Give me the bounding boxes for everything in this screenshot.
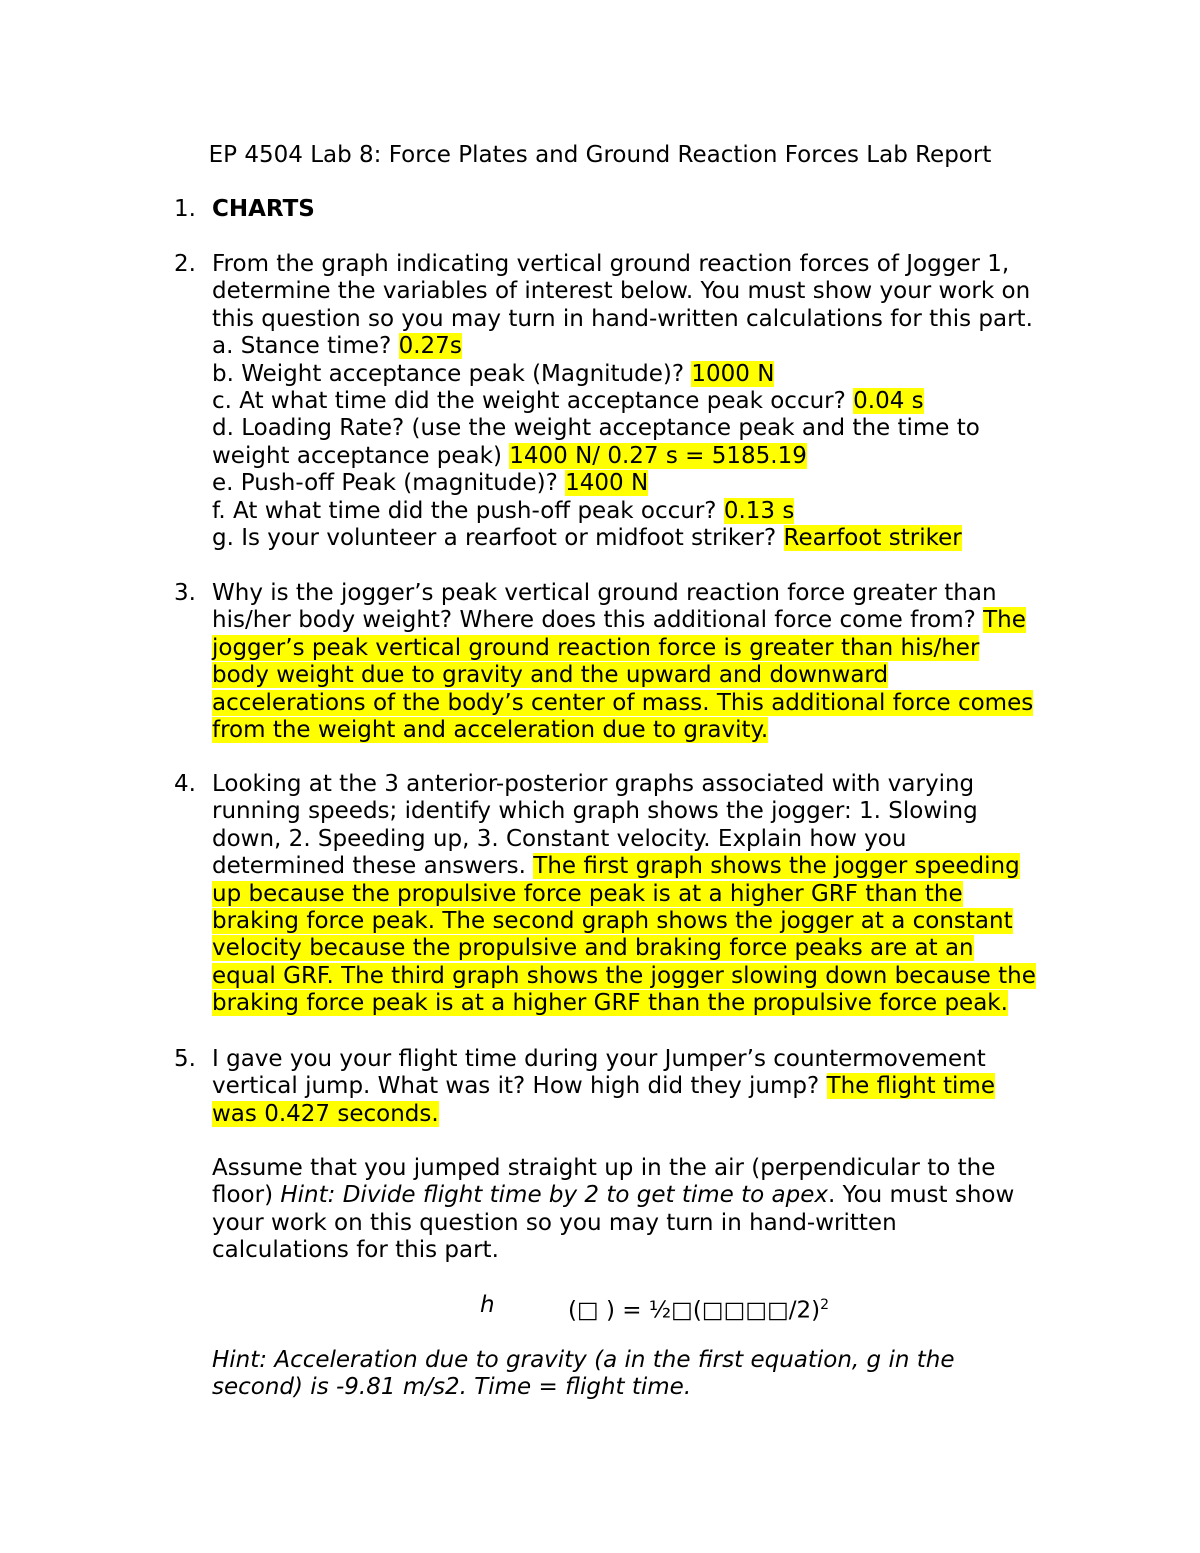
sub-question-d: d. Loading Rate? (use the weight acceptance peak and the time to <box>212 415 980 442</box>
highlighted-answer: 1400 N/ 0.27 s = 5185.19 <box>509 442 807 469</box>
answer-line <box>212 635 1072 662</box>
question-text-line <box>212 1073 1072 1100</box>
paragraph-line: calculations for this part. <box>212 1237 499 1264</box>
question-text-line: From the graph indicating vertical ground reaction forces of Jogger 1, <box>212 251 1010 277</box>
question-text-line: I gave you your flight time during your Jumper’s countermovement <box>212 1046 986 1072</box>
highlighted-answer: 0.27s <box>398 333 462 360</box>
formula-exponent: 2 <box>820 1297 830 1313</box>
question-number: 4. <box>174 771 196 797</box>
sub-question-text: weight acceptance peak) <box>212 442 510 469</box>
sub-question-text: c. At what time did the weight acceptance peak occur? <box>212 388 854 415</box>
highlighted-answer: velocity because the propulsive and braking force peaks are at an <box>212 935 974 962</box>
question-number: 3. <box>174 580 196 606</box>
answer-line <box>212 690 1072 717</box>
sub-question-text: a. Stance time? <box>212 333 399 360</box>
highlighted-answer: accelerations of the body’s center of mass. This additional force comes <box>212 689 1034 716</box>
paragraph-line <box>212 1182 1092 1209</box>
sub-question-text: e. Push-off Peak (magnitude)? <box>212 470 566 497</box>
highlighted-answer: 0.13 s <box>723 497 795 524</box>
sub-question-text: f. At what time did the push-off peak occur? <box>212 497 724 524</box>
answer-line <box>212 990 1072 1017</box>
sub-question-c <box>212 388 1072 415</box>
question-4 <box>174 771 1072 1018</box>
sub-question-g <box>212 525 1072 552</box>
answer-line <box>212 908 1072 935</box>
question-text-line: running speeds; identify which graph shows the jogger: 1. Slowing <box>212 798 978 825</box>
answer-line <box>212 881 1072 908</box>
paragraph-text: . You must show <box>827 1182 1015 1209</box>
question-text-line <box>212 607 1072 634</box>
highlighted-answer: braking force peak is at a higher GRF than the propulsive force peak. <box>212 990 1008 1017</box>
assumption-paragraph <box>212 1155 1092 1265</box>
highlighted-answer: The flight time <box>826 1073 995 1100</box>
answer-line <box>212 935 1072 962</box>
question-number: 5. <box>174 1046 196 1072</box>
question-text: his/her body weight? Where does this additional force come from? <box>212 607 984 634</box>
sub-question-text: b. Weight acceptance peak (Magnitude)? <box>212 360 692 387</box>
highlighted-answer: up because the propulsive force peak is at a higher GRF than the <box>212 880 963 907</box>
hint-line: Hint: Acceleration due to gravity (a in the first equation, g in the <box>212 1347 955 1373</box>
question-number: 1. <box>174 196 196 222</box>
page-title: EP 4504 Lab 8: Force Plates and Ground Reaction Forces Lab Report <box>208 142 992 168</box>
sub-question-text: g. Is your volunteer a rearfoot or midfoot striker? <box>212 525 784 552</box>
question-5 <box>174 1046 1072 1128</box>
highlighted-answer: braking force peak. The second graph shows the jogger at a constant <box>212 908 1013 935</box>
highlighted-answer: from the weight and acceleration due to gravity. <box>212 717 769 744</box>
answer-line <box>212 1101 1072 1128</box>
highlighted-answer: jogger’s peak vertical ground reaction force is greater than his/her <box>212 634 980 661</box>
answer-line <box>212 717 1072 744</box>
charts-heading: CHARTS <box>212 196 315 222</box>
highlighted-answer: The first graph shows the jogger speeding <box>533 853 1020 880</box>
formula-body: (□ ) = ½□(□□□□/2) <box>568 1297 821 1324</box>
highlighted-answer: equal GRF. The third graph shows the jogger slowing down because the <box>212 962 1036 989</box>
question-text: determined these answers. <box>212 853 534 880</box>
sub-question-b <box>212 361 1072 388</box>
highlighted-answer: 0.04 s <box>853 388 924 415</box>
answer-line <box>212 963 1072 990</box>
formula-variable: h <box>480 1292 495 1318</box>
question-text-line: this question so you may turn in hand-written calculations for this part. <box>212 305 1033 332</box>
sub-question-d-cont <box>212 443 1072 470</box>
hint-line: second) is -9.81 m/s2. Time = flight time. <box>212 1374 692 1401</box>
question-3 <box>174 580 1072 744</box>
highlighted-answer: The <box>983 607 1026 634</box>
question-text-line: Why is the jogger’s peak vertical ground reaction force greater than <box>212 580 997 606</box>
question-text-line: determine the variables of interest below. You must show your work on <box>212 278 1031 305</box>
formula-expression <box>568 1290 829 1326</box>
question-1 <box>174 196 1072 223</box>
highlighted-answer: 1000 N <box>691 360 775 387</box>
question-text-line: down, 2. Speeding up, 3. Constant velocity. Explain how you <box>212 825 907 852</box>
sub-question-f <box>212 498 1072 525</box>
question-number: 2. <box>174 251 196 277</box>
highlighted-answer: body weight due to gravity and the upward and downward <box>212 662 889 689</box>
answer-line <box>212 662 1072 689</box>
question-text: vertical jump. What was it? How high did they jump? <box>212 1073 827 1100</box>
sub-question-e <box>212 470 1072 497</box>
highlighted-answer: was 0.427 seconds. <box>212 1100 439 1127</box>
italic-hint: Hint: Divide flight time by 2 to get time to apex <box>280 1182 828 1209</box>
highlighted-answer: Rearfoot striker <box>783 525 962 552</box>
paragraph-line: Assume that you jumped straight up in the air (perpendicular to the <box>212 1155 996 1181</box>
paragraph-text: floor) <box>212 1182 281 1209</box>
question-2 <box>174 251 1072 552</box>
question-text-line <box>212 853 1072 880</box>
sub-question-a <box>212 333 1072 360</box>
paragraph-line: your work on this question so you may turn in hand-written <box>212 1209 897 1236</box>
question-text-line: Looking at the 3 anterior-posterior graphs associated with varying <box>212 771 975 797</box>
highlighted-answer: 1400 N <box>565 470 649 497</box>
gravity-hint <box>212 1347 1092 1402</box>
